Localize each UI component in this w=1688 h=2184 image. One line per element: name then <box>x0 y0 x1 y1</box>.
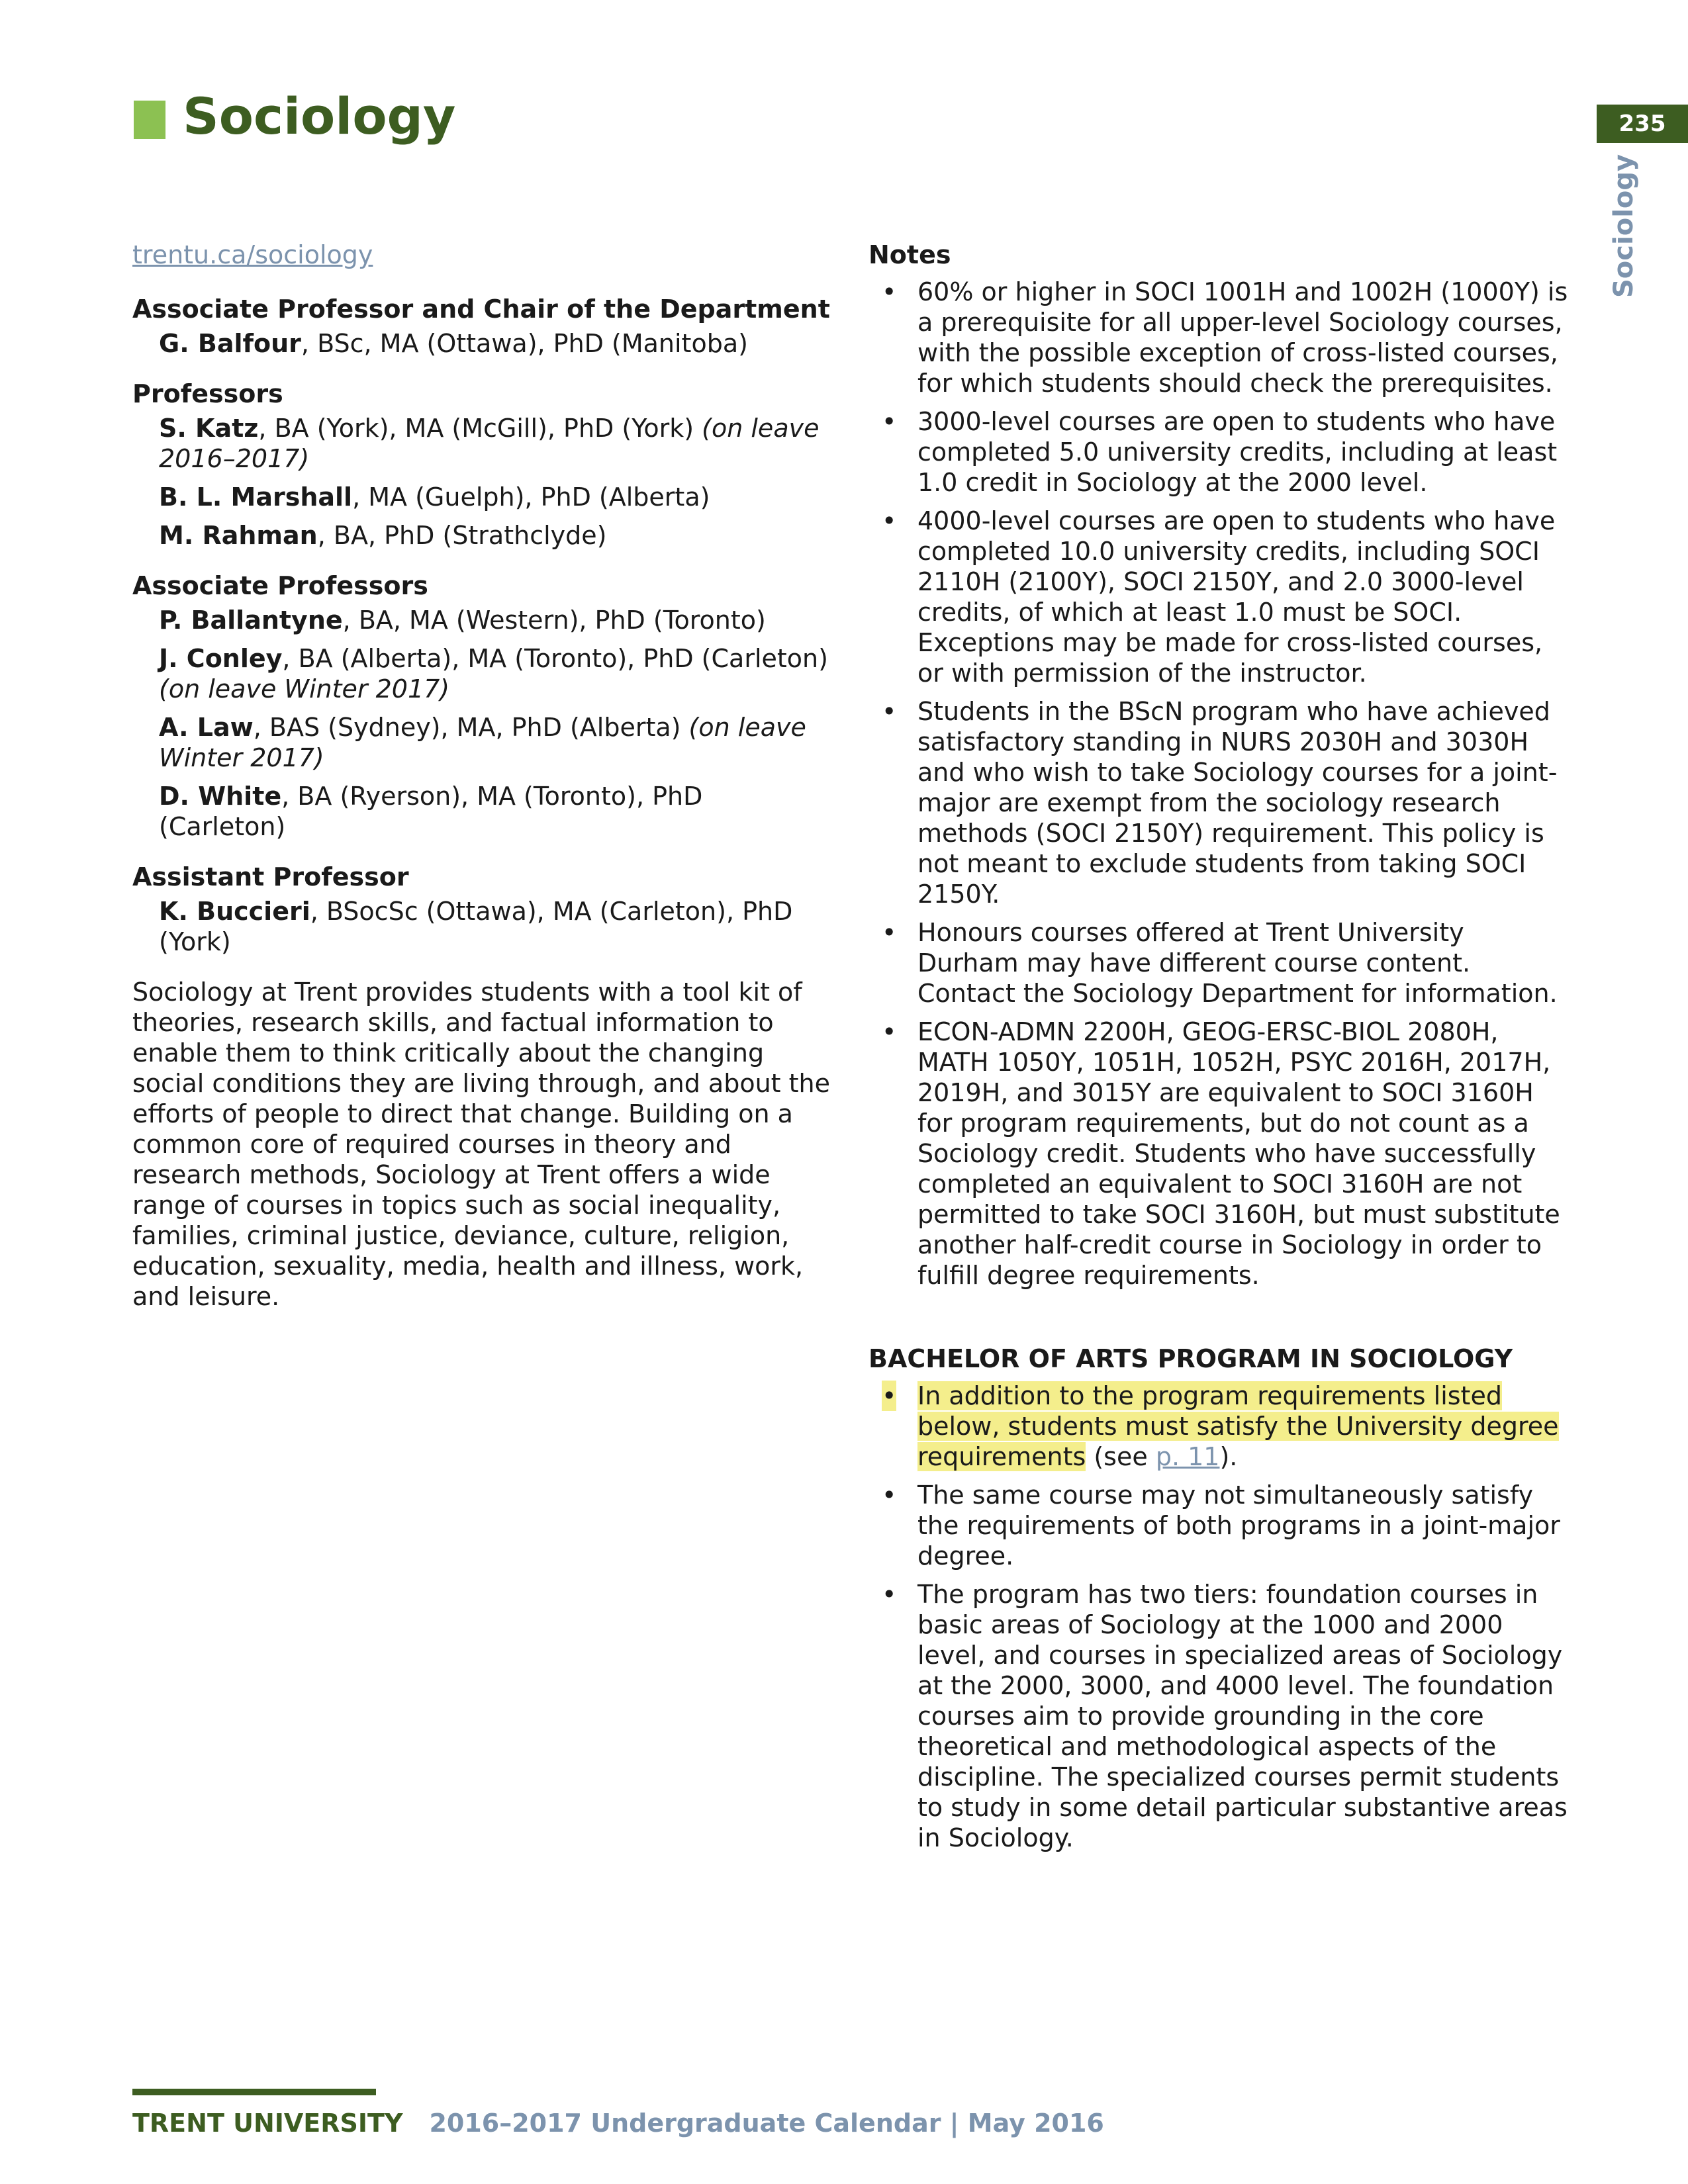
faculty-name: P. Ballantyne <box>159 606 343 635</box>
bullet-icon: • <box>882 277 897 306</box>
associate-professors-list <box>132 605 834 842</box>
page-reference-link[interactable]: p. 11 <box>1155 1442 1220 1471</box>
list-item <box>868 917 1570 1009</box>
assistant-professors-list <box>132 896 834 957</box>
bullet-icon: • <box>882 1381 897 1410</box>
note-text: Honours courses offered at Trent University Durham may have different course content. Contact the Sociology Department for information. <box>917 918 1558 1008</box>
faculty-entry <box>132 896 834 957</box>
note-text: 4000-level courses are open to students who have completed 10.0 university credits, including SOCI 2110H (2100Y), SOCI 2150Y, and 2.0 3000-level credits, of which at least 1.0 must be SOCI. Exceptions may be made for cross-listed courses, or with permission of the instructor. <box>917 506 1556 688</box>
faculty-credentials: , BA, MA (Western), PhD (Toronto) <box>342 606 766 635</box>
list-item <box>868 1381 1570 1472</box>
bullet-icon: • <box>882 697 897 726</box>
left-column <box>132 240 834 1312</box>
leave-note: (on leave 2016–2017) <box>159 414 820 473</box>
faculty-entry <box>132 482 834 512</box>
intro-paragraph: Sociology at Trent provides students with a tool kit of theories, research skills, and factual information to enable them to think critically about the changing social conditions they are living through, and about the efforts of people to direct that change. Building on a common core of required courses in theory and research methods, Sociology at Trent offers a wide range of courses in topics such as social inequality, families, criminal justice, deviance, culture, religion, education, sexuality, media, health and illness, work, and leisure. <box>132 978 831 1311</box>
notes-list <box>868 277 1570 1291</box>
footer <box>132 2109 1104 2138</box>
chair-list <box>132 328 834 359</box>
title-square-icon <box>134 101 165 139</box>
faculty-name: J. Conley <box>159 644 283 673</box>
faculty-entry <box>132 643 834 704</box>
ba-item-text: The program has two tiers: foundation courses in basic areas of Sociology at the 1000 and 2000 level, and courses in specialized areas of Sociology at the 2000, 3000, and 4000 level. The foundation courses aim to provide grounding in the core theoretical and methodological aspects of the discipline. The specialized courses permit students to study in some detail particular substantive areas in Sociology. <box>917 1580 1568 1852</box>
ba-program-heading: BACHELOR OF ARTS PROGRAM IN SOCIOLOGY <box>868 1344 1513 1373</box>
ba-program-list <box>868 1381 1570 1853</box>
list-item <box>868 506 1570 688</box>
faculty-name: G. Balfour <box>159 329 301 358</box>
faculty-entry <box>132 712 834 773</box>
faculty-entry <box>132 413 834 474</box>
faculty-entry <box>132 605 834 635</box>
list-item <box>868 696 1570 909</box>
ba-item-text: The same course may not simultaneously satisfy the requirements of both programs in a joint-major degree. <box>917 1480 1560 1570</box>
faculty-name: M. Rahman <box>159 521 318 550</box>
side-tab: Sociology <box>1609 154 1639 298</box>
faculty-name: D. White <box>159 782 282 811</box>
faculty-credentials: , MA (Guelph), PhD (Alberta) <box>352 482 710 512</box>
professors-list <box>132 413 834 551</box>
leave-note: (on leave Winter 2017) <box>159 713 806 772</box>
closing-text: ). <box>1219 1442 1238 1471</box>
department-link[interactable]: trentu.ca/sociology <box>132 240 373 269</box>
faculty-name: S. Katz <box>159 414 259 443</box>
page-number: 235 <box>1597 105 1688 143</box>
faculty-credentials: , BA (Alberta), MA (Toronto), PhD (Carleton) <box>282 644 828 673</box>
leave-note: (on leave Winter 2017) <box>159 674 450 704</box>
note-text: Students in the BScN program who have achieved satisfactory standing in NURS 2030H and 3030H and who wish to take Sociology courses for a joint-major are exempt from the sociology research methods (SOCI 2150Y) requirement. This policy is not meant to exclude students from taking SOCI 2150Y. <box>917 697 1558 909</box>
note-text: ECON-ADMN 2200H, GEOG-ERSC-BIOL 2080H, MATH 1050Y, 1051H, 1052H, PSYC 2016H, 2017H, 2019H, and 3015Y are equivalent to SOCI 3160H for program requirements, but do not count as a Sociology credit. Students who have successfully completed an equivalent to SOCI 3160H are not permitted to take SOCI 3160H, but must substitute another half-credit course in Sociology in order to fulfill degree requirements. <box>917 1017 1560 1290</box>
bullet-icon: • <box>882 1480 897 1510</box>
list-item <box>868 277 1570 398</box>
list-item <box>868 1579 1570 1853</box>
faculty-credentials: , BA (Ryerson), MA (Toronto), PhD (Carleton) <box>159 782 703 841</box>
faculty-credentials: , BA (York), MA (McGill), PhD (York) <box>258 414 702 443</box>
list-item <box>868 1480 1570 1571</box>
see-text: (see <box>1086 1442 1156 1471</box>
faculty-entry <box>132 328 834 359</box>
faculty-credentials: , BSocSc (Ottawa), MA (Carleton), PhD (York) <box>159 897 793 956</box>
faculty-entry <box>132 781 834 842</box>
note-text: 60% or higher in SOCI 1001H and 1002H (1000Y) is a prerequisite for all upper-level Sociology courses, with the possible exception of cross-listed courses, for which students should check the prerequisites. <box>917 277 1568 398</box>
professors-heading: Professors <box>132 379 283 408</box>
footer-rule <box>132 2089 376 2095</box>
footer-calendar: 2016–2017 Undergraduate Calendar | May 2016 <box>429 2109 1104 2138</box>
faculty-name: B. L. Marshall <box>159 482 353 512</box>
highlighted-requirement-text: In addition to the program requirements listed below, students must satisfy the University degree requirements <box>917 1381 1559 1471</box>
bullet-icon: • <box>882 1580 897 1609</box>
faculty-credentials: , BA, PhD (Strathclyde) <box>317 521 607 550</box>
associate-professors-heading: Associate Professors <box>132 571 428 600</box>
assistant-professor-heading: Assistant Professor <box>132 862 409 891</box>
note-text: 3000-level courses are open to students who have completed 5.0 university credits, including at least 1.0 credit in Sociology at the 2000 level. <box>917 407 1558 497</box>
bullet-icon: • <box>882 506 897 535</box>
bullet-icon: • <box>882 407 897 436</box>
faculty-credentials: , BAS (Sydney), MA, PhD (Alberta) <box>253 713 689 742</box>
chair-heading: Associate Professor and Chair of the Department <box>132 295 830 324</box>
faculty-entry <box>132 520 834 551</box>
bullet-icon: • <box>882 1017 897 1046</box>
faculty-name: K. Buccieri <box>159 897 310 926</box>
list-item <box>868 406 1570 498</box>
right-column <box>868 240 1570 1861</box>
faculty-credentials: , BSc, MA (Ottawa), PhD (Manitoba) <box>301 329 748 358</box>
page-title: Sociology <box>183 87 456 146</box>
footer-university: TRENT UNIVERSITY <box>132 2109 403 2138</box>
notes-heading: Notes <box>868 240 951 269</box>
faculty-name: A. Law <box>159 713 254 742</box>
list-item <box>868 1017 1570 1291</box>
bullet-icon: • <box>882 918 897 947</box>
